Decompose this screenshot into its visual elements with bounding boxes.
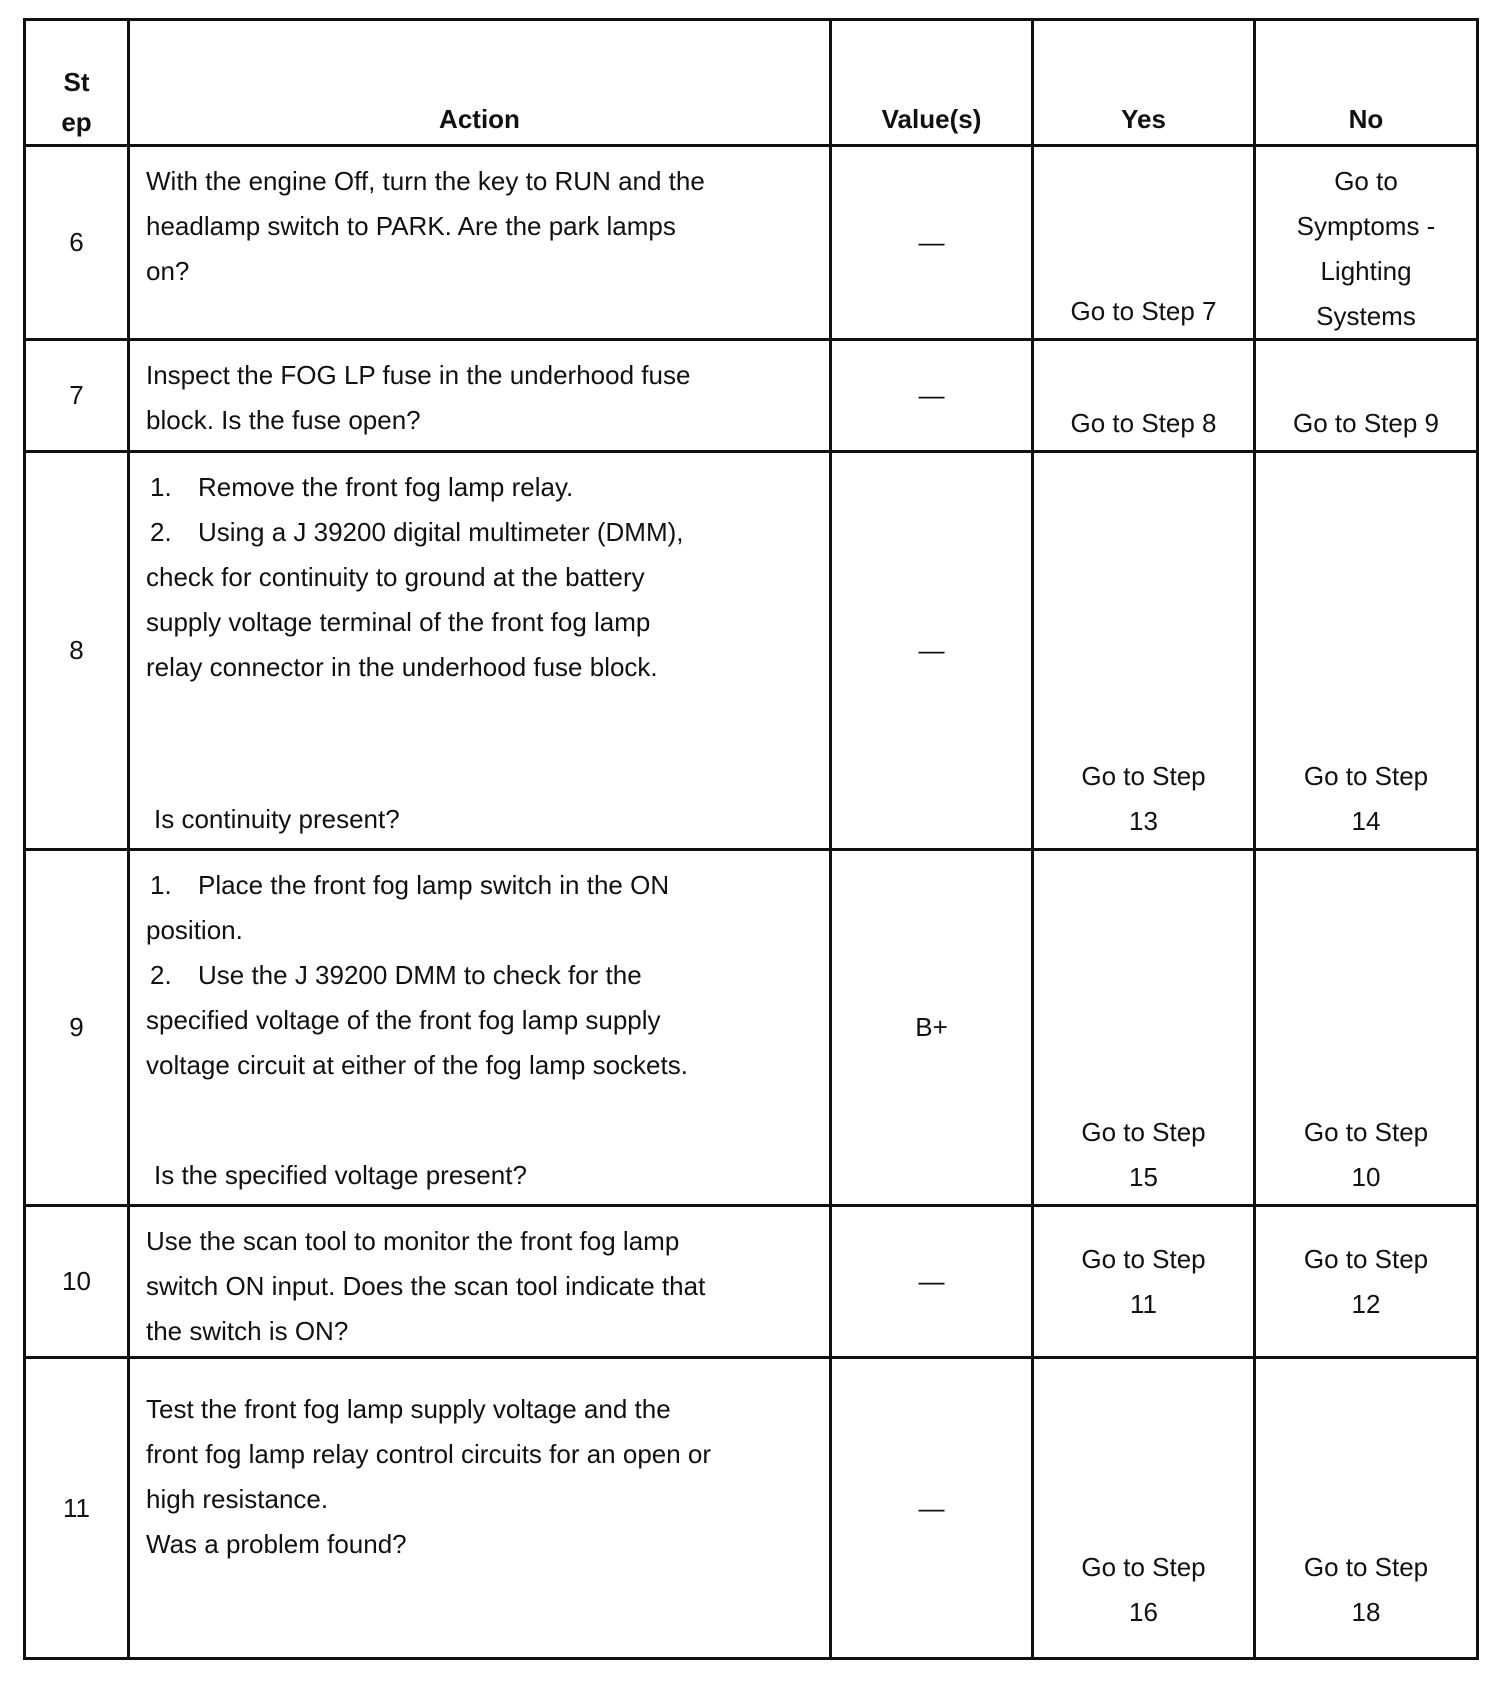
yes-cell (1034, 1359, 1256, 1657)
action-line: front fog lamp relay control circuits for an open or (146, 1439, 712, 1469)
yes-cell (1034, 851, 1256, 1204)
yes-text: Go to Step 7 (1070, 296, 1217, 326)
table-row (26, 851, 1476, 1207)
table-row (26, 1207, 1476, 1359)
step-number: 9 (26, 851, 130, 1204)
step-number: 8 (26, 453, 130, 848)
list-text: Place the front fog lamp switch in the ON (198, 870, 670, 900)
no-cell (1256, 1207, 1476, 1356)
action-line: With the engine Off, turn the key to RUN and the (146, 166, 705, 196)
action-list-item (146, 465, 819, 510)
action-question: Is the specified voltage present? (154, 1160, 527, 1190)
yes-text: Go to Step (1081, 1552, 1206, 1582)
action-line: high resistance. (146, 1484, 329, 1514)
action-line: Inspect the FOG LP fuse in the underhood fuse (146, 360, 691, 390)
table-row (26, 341, 1476, 453)
action-cell (130, 453, 832, 848)
action-list-item (146, 863, 819, 908)
action-cell (130, 341, 832, 450)
yes-text: 16 (1129, 1597, 1158, 1627)
header-action: Action (130, 21, 832, 144)
step-number: 7 (26, 341, 130, 450)
header-step-line2: ep (61, 107, 92, 137)
action-line: position. (146, 915, 243, 945)
yes-text: 13 (1129, 806, 1158, 836)
step-number: 11 (26, 1359, 130, 1657)
table-row (26, 1359, 1476, 1657)
action-line: on? (146, 256, 190, 286)
action-cell (130, 1359, 832, 1657)
value-cell: — (832, 147, 1034, 338)
diagnostic-table (23, 18, 1479, 1660)
header-step (26, 21, 130, 144)
action-question: Is continuity present? (154, 804, 400, 834)
no-text: Lighting (1320, 256, 1412, 286)
action-list-item (146, 510, 819, 555)
header-values: Value(s) (832, 21, 1034, 144)
no-cell (1256, 341, 1476, 450)
value-cell: B+ (832, 851, 1034, 1204)
action-line: switch ON input. Does the scan tool indicate that (146, 1271, 706, 1301)
action-line: specified voltage of the front fog lamp supply (146, 1005, 661, 1035)
no-text: Go to (1334, 166, 1398, 196)
no-text: Symptoms - (1296, 211, 1436, 241)
value-cell: — (832, 453, 1034, 848)
yes-cell (1034, 453, 1256, 848)
no-text: Go to Step (1303, 1243, 1429, 1274)
header-yes: Yes (1034, 21, 1256, 144)
no-cell (1256, 851, 1476, 1204)
no-text: Go to Step 9 (1293, 408, 1439, 438)
action-cell (130, 1207, 832, 1356)
list-number: 2. (150, 960, 172, 990)
action-line: supply voltage terminal of the front fog lamp (146, 607, 651, 637)
action-line: relay connector in the underhood fuse block. (146, 652, 658, 682)
list-number: 2. (150, 517, 172, 547)
no-text: 12 (1351, 1288, 1381, 1319)
action-line: check for continuity to ground at the battery (146, 562, 645, 592)
action-line: Was a problem found? (146, 1529, 407, 1559)
no-text: Systems (1316, 301, 1416, 331)
action-line: block. Is the fuse open? (146, 405, 421, 435)
action-line: headlamp switch to PARK. Are the park lamps (146, 211, 676, 241)
yes-text: 15 (1129, 1162, 1158, 1192)
list-text: Using a J 39200 digital multimeter (DMM), (198, 517, 684, 547)
yes-cell (1034, 341, 1256, 450)
yes-text: Go to Step (1081, 761, 1206, 791)
header-step-line1: St (63, 67, 90, 97)
step-number: 6 (26, 147, 130, 338)
action-cell (130, 147, 832, 338)
no-cell (1256, 1359, 1476, 1657)
header-no: No (1348, 104, 1384, 134)
value-cell: — (832, 1207, 1034, 1356)
table-row (26, 147, 1476, 341)
list-text: Use the J 39200 DMM to check for the (198, 960, 642, 990)
step-number: 10 (26, 1207, 130, 1356)
list-text: Remove the front fog lamp relay. (198, 472, 574, 502)
yes-text: Go to Step 8 (1070, 408, 1217, 438)
list-number: 1. (150, 472, 172, 502)
no-text: Go to Step (1303, 1117, 1429, 1147)
yes-text: 11 (1130, 1288, 1157, 1319)
list-number: 1. (150, 870, 172, 900)
no-text: Go to Step (1303, 1552, 1429, 1582)
value-cell: — (832, 1359, 1034, 1657)
no-text: 18 (1351, 1597, 1381, 1627)
yes-text: Go to Step (1081, 1243, 1206, 1274)
no-text: 10 (1351, 1162, 1381, 1192)
value-cell: — (832, 341, 1034, 450)
no-cell (1256, 453, 1476, 848)
action-line: Use the scan tool to monitor the front fog lamp (146, 1226, 680, 1256)
yes-cell (1034, 1207, 1256, 1356)
action-line: Test the front fog lamp supply voltage and the (146, 1394, 671, 1424)
no-text: 14 (1351, 806, 1381, 836)
table-row (26, 453, 1476, 851)
yes-cell (1034, 147, 1256, 338)
action-list-item (146, 953, 819, 998)
action-cell (130, 851, 832, 1204)
no-text: Go to Step (1303, 761, 1429, 791)
yes-text: Go to Step (1081, 1117, 1206, 1147)
action-line: the switch is ON? (146, 1316, 349, 1346)
header-row (26, 21, 1476, 147)
no-cell (1256, 147, 1476, 338)
action-line: voltage circuit at either of the fog lamp sockets. (146, 1050, 688, 1080)
